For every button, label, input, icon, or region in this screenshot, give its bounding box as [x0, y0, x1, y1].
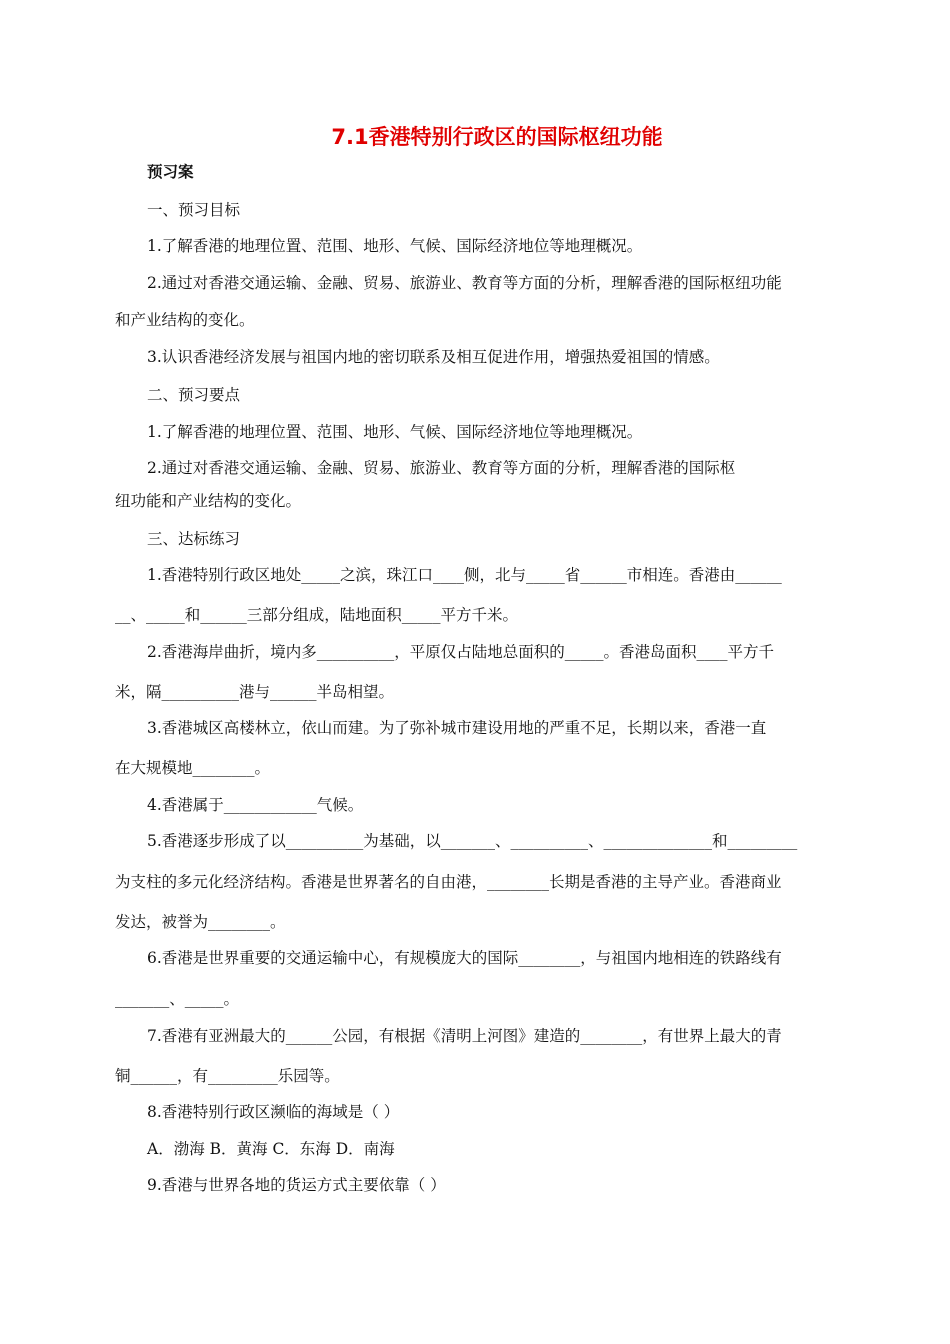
- exercise-1-cont: __、_____和______三部分组成，陆地面积_____平方千米。: [115, 606, 519, 624]
- heading-exercises: 三、达标练习: [147, 530, 241, 548]
- exercise-1: 1.香港特别行政区地处_____之滨，珠江口____侧，北与_____省______市相连。香港由______: [147, 566, 782, 584]
- exercise-5-cont-1: 为支柱的多元化经济结构。香港是世界著名的自由港，________长期是香港的主导产业。香港商业: [115, 873, 782, 891]
- point-2: 2.通过对香港交通运输、金融、贸易、旅游业、教育等方面的分析，理解香港的国际枢: [147, 459, 736, 477]
- exercise-7-cont: 铜______，有_________乐园等。: [115, 1067, 340, 1085]
- exercise-3: 3.香港城区高楼林立，依山而建。为了弥补城市建设用地的严重不足，长期以来，香港一直: [147, 719, 767, 737]
- exercise-5: 5.香港逐步形成了以__________为基础，以_______、__________、______________和_________: [147, 832, 798, 850]
- exercise-6: 6.香港是世界重要的交通运输中心，有规模庞大的国际________，与祖国内地相连的铁路线有: [147, 949, 782, 967]
- heading-preview-goals: 一、预习目标: [147, 201, 241, 219]
- goal-3: 3.认识香港经济发展与祖国内地的密切联系及相互促进作用，增强热爱祖国的情感。: [147, 348, 720, 366]
- exercise-3-cont: 在大规模地________。: [115, 759, 271, 777]
- exercise-2-cont: 米，隔__________港与______半岛相望。: [115, 683, 395, 701]
- point-1: 1.了解香港的地理位置、范围、地形、气候、国际经济地位等地理概况。: [147, 423, 643, 441]
- exercise-6-cont: _______、_____。: [115, 990, 240, 1008]
- exercise-7: 7.香港有亚洲最大的______公园，有根据《清明上河图》建造的________，有世界上最大的青: [147, 1027, 782, 1045]
- heading-key-points: 二、预习要点: [147, 386, 241, 404]
- goal-2: 2.通过对香港交通运输、金融、贸易、旅游业、教育等方面的分析，理解香港的国际枢纽功能: [147, 274, 782, 292]
- document-title: 7.1香港特别行政区的国际枢纽功能: [331, 125, 663, 149]
- exercise-4: 4.香港属于____________气候。: [147, 796, 364, 814]
- exercise-8-options: A．渤海 B．黄海 C．东海 D．南海: [147, 1140, 395, 1158]
- goal-2-cont: 和产业结构的变化。: [115, 311, 255, 329]
- point-2-cont: 纽功能和产业结构的变化。: [115, 492, 302, 510]
- section-label: 预习案: [147, 163, 194, 181]
- exercise-8: 8.香港特别行政区濒临的海域是（ ）: [147, 1103, 400, 1121]
- goal-1: 1.了解香港的地理位置、范围、地形、气候、国际经济地位等地理概况。: [147, 237, 643, 255]
- exercise-9: 9.香港与世界各地的货运方式主要依靠（ ）: [147, 1176, 446, 1194]
- exercise-2: 2.香港海岸曲折，境内多__________，平原仅占陆地总面积的_____。香港岛面积____平方千: [147, 643, 775, 661]
- exercise-5-cont-2: 发达，被誉为________。: [115, 913, 286, 931]
